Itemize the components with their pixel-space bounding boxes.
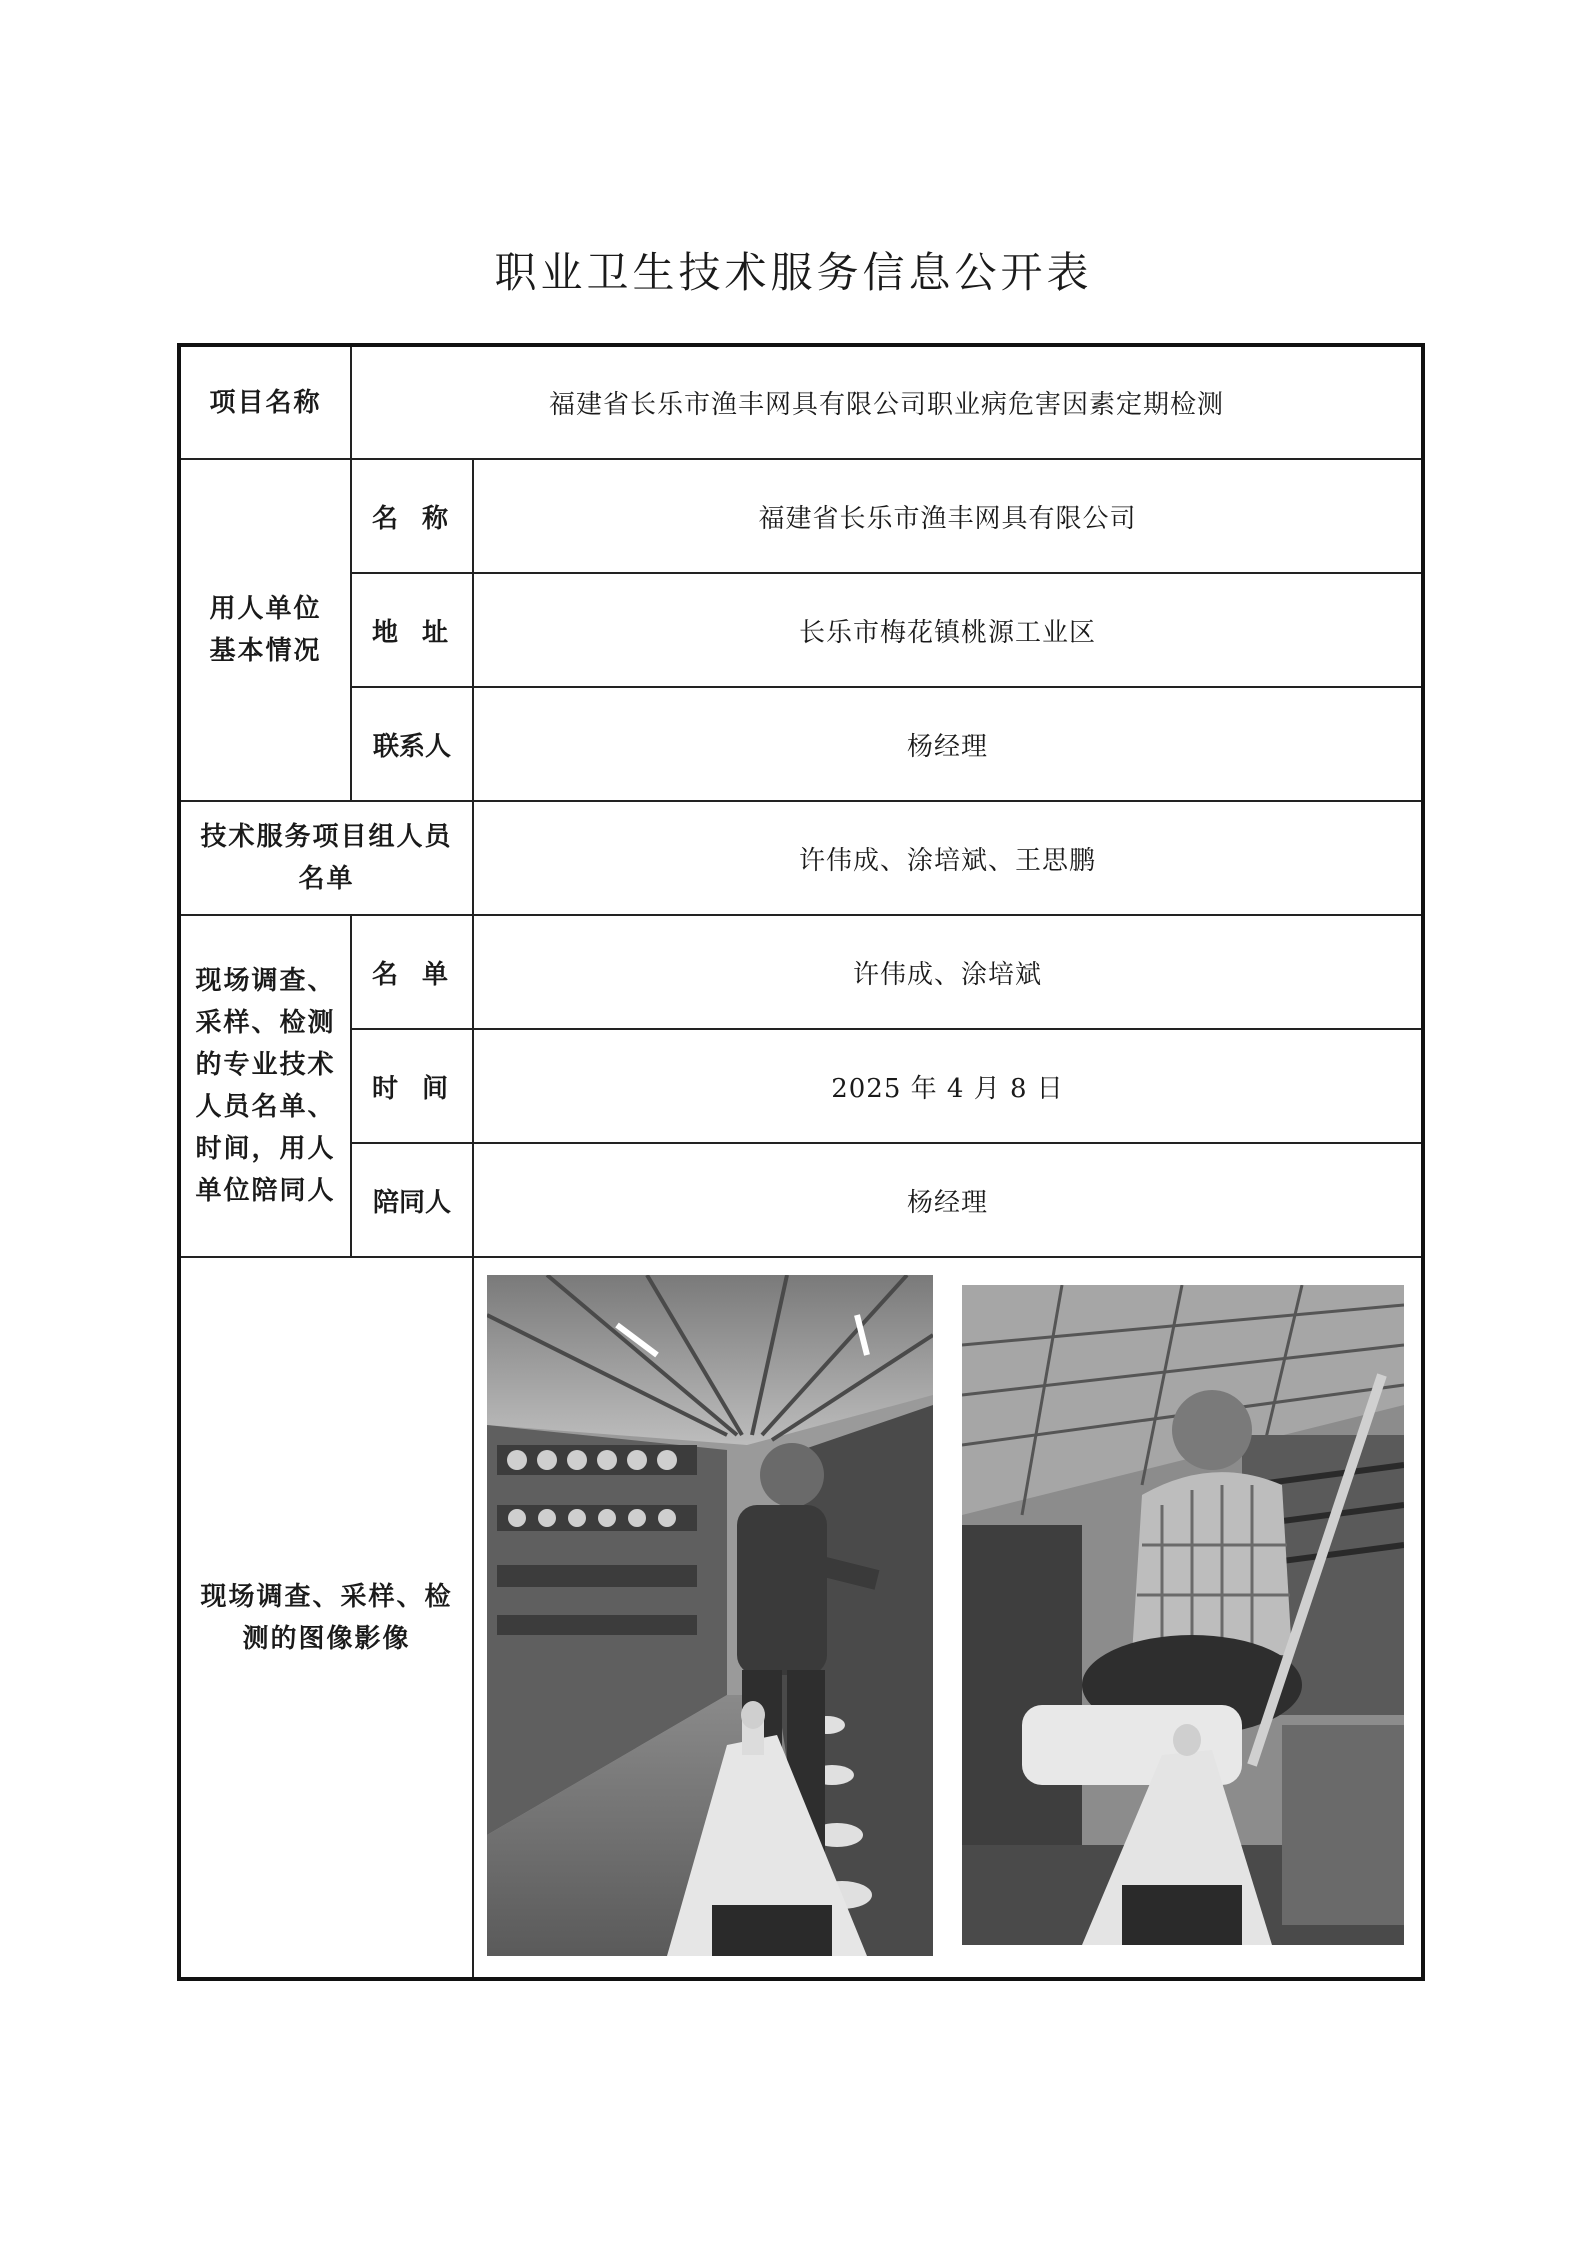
team-value: 许伟成、涂培斌、王思鹏 bbox=[473, 801, 1423, 915]
staff-label-char1: 名 bbox=[372, 959, 399, 990]
time-label-char2: 间 bbox=[421, 1073, 448, 1104]
survey-label-line6: 单位陪同人 bbox=[195, 1176, 336, 1206]
address-label-char1: 地 bbox=[372, 617, 399, 648]
staff-value: 许伟成、涂培斌 bbox=[473, 915, 1423, 1029]
address-label bbox=[351, 573, 473, 687]
team-label bbox=[179, 801, 473, 915]
factory-photo-left bbox=[487, 1275, 933, 1956]
employer-label-line2: 基本情况 bbox=[209, 636, 322, 666]
name-label-char1: 名 bbox=[372, 503, 399, 534]
image-label-line1: 现场调查、采样、检 bbox=[200, 1581, 453, 1612]
survey-label-line5: 时间，用人 bbox=[195, 1134, 336, 1164]
survey-label-line3: 的专业技术 bbox=[195, 1050, 336, 1080]
factory-photo-right bbox=[962, 1285, 1404, 1945]
row-employer-name bbox=[179, 459, 1423, 573]
name-value: 福建省长乐市渔丰网具有限公司 bbox=[473, 459, 1423, 573]
escort-value: 杨经理 bbox=[473, 1143, 1423, 1257]
survey-label-line2: 采样、检测 bbox=[195, 1008, 336, 1038]
name-label bbox=[351, 459, 473, 573]
row-team bbox=[179, 801, 1423, 915]
employer-info-label bbox=[179, 459, 351, 801]
row-time bbox=[179, 1029, 1423, 1143]
address-label-char2: 址 bbox=[421, 617, 448, 648]
escort-label: 陪同人 bbox=[351, 1143, 473, 1257]
image-label-line2: 测的图像影像 bbox=[242, 1623, 411, 1654]
page-title: 职业卫生技术服务信息公开表 bbox=[494, 248, 1093, 297]
project-name-value: 福建省长乐市渔丰网具有限公司职业病危害因素定期检测 bbox=[351, 345, 1423, 459]
survey-label-line4: 人员名单、 bbox=[195, 1092, 336, 1122]
project-name-label: 项目名称 bbox=[179, 345, 351, 459]
team-label-line2: 名单 bbox=[298, 864, 355, 894]
factory-photo-left-image bbox=[487, 1275, 933, 1956]
row-staff bbox=[179, 915, 1423, 1029]
contact-label: 联系人 bbox=[351, 687, 473, 801]
row-escort bbox=[179, 1143, 1423, 1257]
time-label-char1: 时 bbox=[372, 1073, 399, 1104]
time-value: 2025 年 4 月 8 日 bbox=[473, 1029, 1423, 1143]
contact-value: 杨经理 bbox=[473, 687, 1423, 801]
employer-label-line1: 用人单位 bbox=[209, 594, 322, 624]
time-label bbox=[351, 1029, 473, 1143]
row-address bbox=[179, 573, 1423, 687]
image-label bbox=[179, 1257, 473, 1979]
staff-label bbox=[351, 915, 473, 1029]
survey-label-line1: 现场调查、 bbox=[195, 966, 336, 996]
survey-staff-label bbox=[179, 915, 351, 1257]
team-label-line1: 技术服务项目组人员 bbox=[200, 822, 453, 852]
row-project-name bbox=[179, 345, 1423, 459]
staff-label-char2: 单 bbox=[421, 959, 448, 990]
row-contact bbox=[179, 687, 1423, 801]
factory-photo-right-image bbox=[962, 1285, 1404, 1945]
address-value: 长乐市梅花镇桃源工业区 bbox=[473, 573, 1423, 687]
name-label-char2: 称 bbox=[421, 503, 448, 534]
